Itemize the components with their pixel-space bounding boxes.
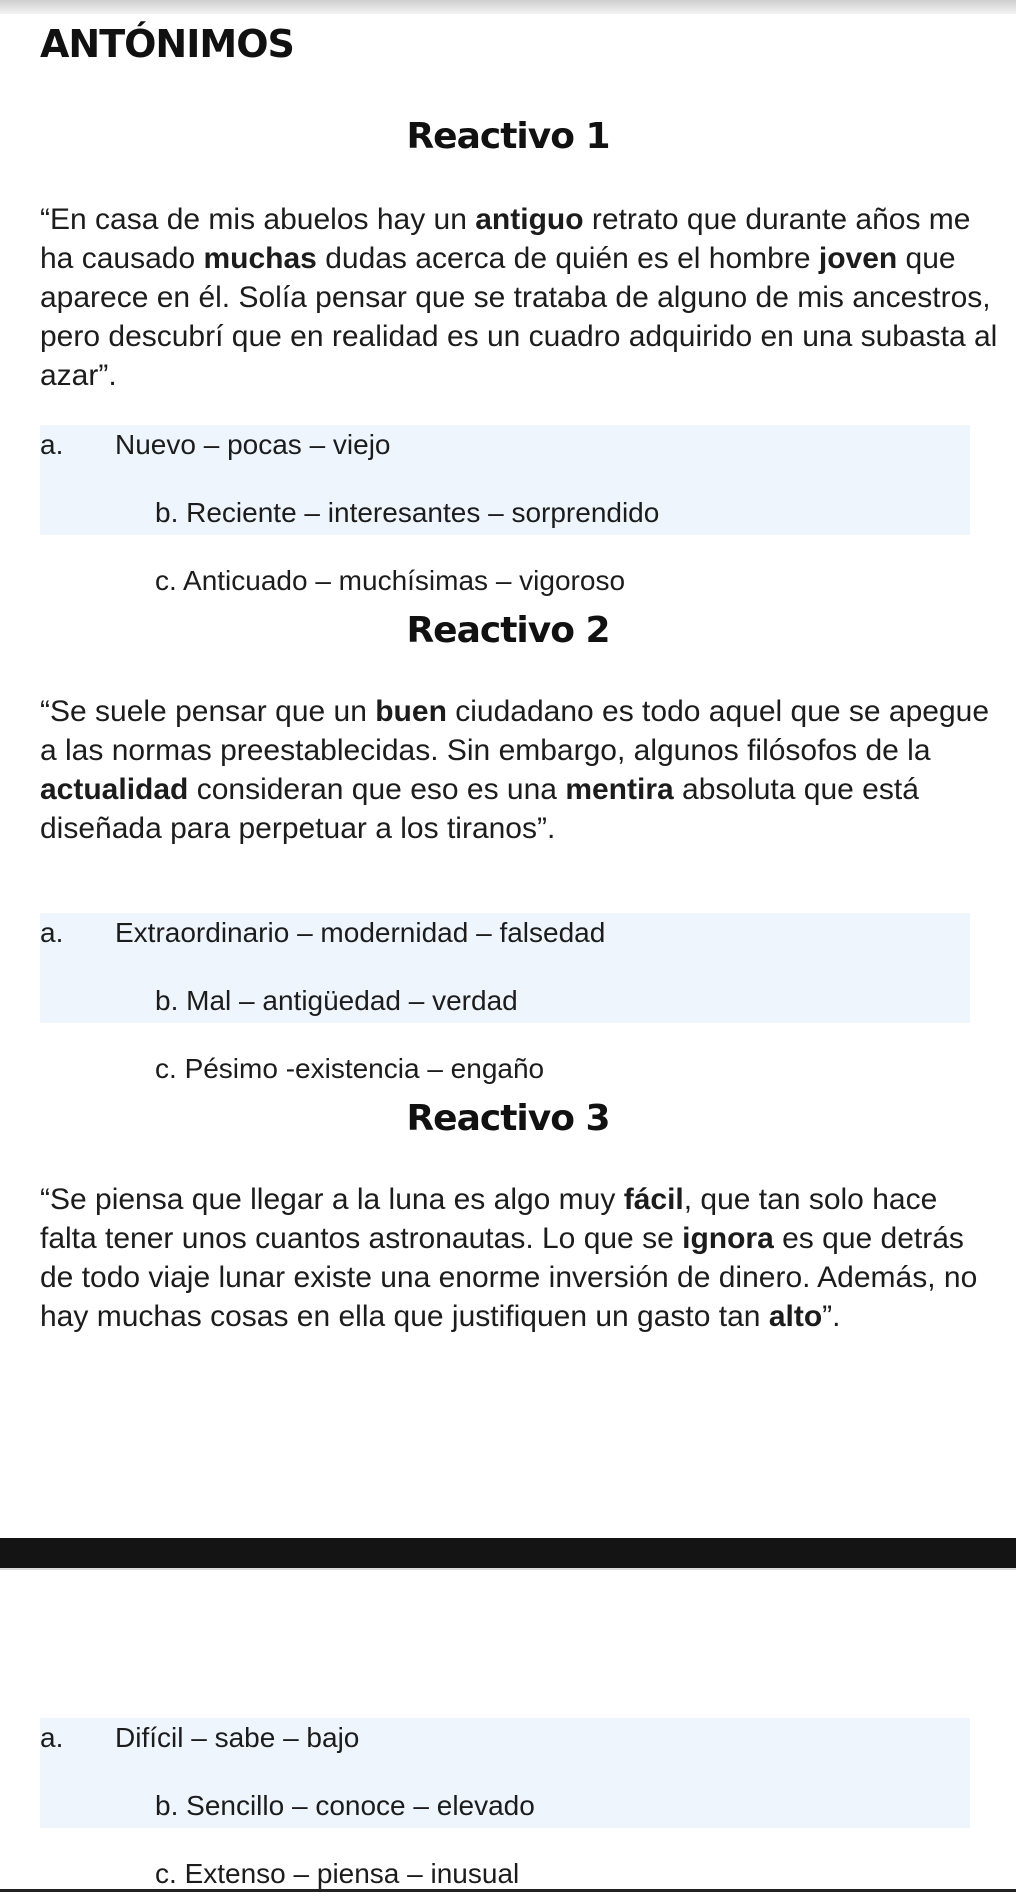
reactivo-1-option-b[interactable] [155,496,659,530]
paragraph-text: , que tan solo hace falta tener unos cuantos astronautas. Lo que se [40,1183,938,1255]
option-letter: c. [155,1053,177,1084]
bold-keyword: muchas [203,242,317,275]
paragraph-text: ”. [822,1300,841,1333]
option-letter: c. [155,565,177,596]
bold-keyword: actualidad [40,773,189,806]
option-letter: b. [155,985,179,1016]
reactivo-1-paragraph [40,200,1000,395]
option-text: Difícil – sabe – bajo [115,1722,360,1753]
reactivo-3-option-b[interactable] [155,1789,535,1823]
reactivo-1-option-a[interactable] [40,428,391,462]
option-text: Extenso – piensa – inusual [184,1858,520,1889]
option-text: Pésimo -existencia – engaño [184,1053,545,1084]
option-text: Extraordinario – modernidad – falsedad [115,917,606,948]
bold-keyword: buen [375,695,447,728]
reactivo-2-paragraph [40,692,1000,848]
option-text: Mal – antigüedad – verdad [186,985,518,1016]
paragraph-text: ciudadano es todo aquel que se apegue a las normas preestablecidas. Sin embargo, algunos filósofos de la [40,695,990,767]
paragraph-text: “En casa de mis abuelos hay un [40,203,476,236]
option-letter: a. [40,429,64,460]
reactivo-2-heading: Reactivo 2 [406,610,610,651]
option-text: Anticuado – muchísimas – vigoroso [183,565,626,596]
paragraph-text: es que detrás de todo viaje lunar existe una enorme inversión de dinero. Además, no hay muchas cosas en ella que justifiquen un gasto tan [40,1222,978,1333]
paragraph-text: dudas acerca de quién es el hombre [316,242,819,275]
reactivo-3-option-c[interactable] [155,1857,519,1891]
option-text: Nuevo – pocas – viejo [115,429,391,460]
option-letter: a. [40,1722,64,1753]
paragraph-text: que aparece en él. Solía pensar que se trataba de alguno de mis ancestros, pero descubrí que en realidad es un cuadro adquirido en una subasta al azar”. [40,242,998,392]
section-divider [0,1538,1016,1568]
bold-keyword: joven [818,242,898,275]
reactivo-3-option-a[interactable] [40,1721,359,1755]
bold-keyword: alto [768,1300,823,1333]
paragraph-text: “Se piensa que llegar a la luna es algo muy [40,1183,624,1216]
paragraph-text: “Se suele pensar que un [40,695,376,728]
option-letter: c. [155,1858,177,1889]
option-text: Reciente – interesantes – sorprendido [186,497,660,528]
document-title: ANTÓNIMOS [40,22,294,66]
option-text: Sencillo – conoce – elevado [186,1790,535,1821]
reactivo-2-option-b[interactable] [155,984,518,1018]
bold-keyword: fácil [623,1183,684,1216]
paragraph-text: consideran que eso es una [188,773,566,806]
bold-keyword: mentira [565,773,674,806]
reactivo-3-heading: Reactivo 3 [406,1098,610,1139]
bold-keyword: ignora [682,1222,774,1255]
bold-keyword: antiguo [475,203,584,236]
reactivo-3-paragraph [40,1180,1000,1336]
divider-shadow [0,1568,1016,1570]
reactivo-1-heading: Reactivo 1 [406,116,610,157]
screen-top-edge [0,0,1016,14]
paragraph-text: retrato que durante años me ha causado [40,203,971,275]
option-letter: b. [155,1790,179,1821]
paragraph-text: absoluta que está diseñada para perpetuar a los tiranos”. [40,773,919,845]
option-letter: a. [40,917,64,948]
option-letter: b. [155,497,179,528]
reactivo-2-option-c[interactable] [155,1052,544,1086]
reactivo-1-option-c[interactable] [155,564,625,598]
reactivo-2-option-a[interactable] [40,916,605,950]
